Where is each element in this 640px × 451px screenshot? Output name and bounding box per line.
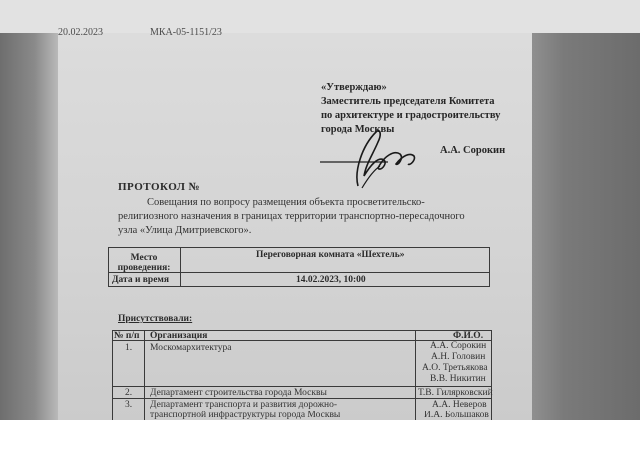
scanner-shadow-right — [532, 33, 640, 420]
approval-heading: «Утверждаю» — [321, 82, 387, 93]
datetime-value: 14.02.2023, 10:00 — [296, 275, 366, 285]
col-org: Организация — [150, 331, 208, 341]
attendees-heading: Присутствовали: — [118, 314, 193, 324]
approval-position-1: Заместитель председателя Комитета — [321, 96, 495, 107]
scanner-shadow-left — [0, 33, 58, 420]
place-label: Место проведения: — [117, 253, 171, 273]
row-name: А.Н. Головин — [431, 352, 486, 362]
row-num: 1. — [125, 343, 133, 353]
document-number: МКА-05-1151/23 — [150, 27, 222, 38]
place-value: Переговорная комната «Шехтель» — [256, 250, 405, 260]
protocol-title: ПРОТОКОЛ № — [118, 181, 201, 193]
row-name: И.А. Большаков — [424, 411, 489, 420]
row-num: 2. — [125, 388, 133, 398]
row-org: Москомархитектура — [150, 343, 232, 353]
row-org: Департамент транспорта и развития дорожно- — [150, 400, 338, 410]
col-names: Ф.И.О. — [453, 331, 484, 341]
signatory-name: А.А. Сорокин — [440, 145, 506, 156]
datetime-label: Дата и время — [112, 275, 170, 285]
subject-line-2: религиозного назначения в границах территории транспортно-пересадочного — [118, 211, 465, 222]
document-date: 20.02.2023 — [58, 27, 103, 38]
blank-area — [0, 420, 640, 451]
approval-position-2: по архитектуре и градостроительству — [321, 110, 501, 121]
row-org-continued: транспортной инфраструктуры города Москвы — [150, 411, 341, 420]
row-name: Т.В. Гилярковский — [418, 388, 493, 398]
approval-position-3: города Москвы — [321, 124, 395, 135]
col-num: № п/п — [114, 331, 140, 341]
row-name: А.А. Сорокин — [430, 341, 487, 351]
row-org: Департамент строительства города Москвы — [150, 388, 327, 398]
row-num: 3. — [125, 400, 133, 410]
row-name: А.А. Неверов — [432, 400, 487, 410]
row-name: А.О. Третьякова — [422, 363, 488, 373]
row-name: В.В. Никитин — [430, 374, 486, 384]
subject-line-3: узла «Улица Дмитриевского». — [118, 225, 252, 236]
subject-line-1: Совещания по вопросу размещения объекта просветительско- — [147, 197, 425, 208]
handwritten-signature — [318, 126, 438, 196]
